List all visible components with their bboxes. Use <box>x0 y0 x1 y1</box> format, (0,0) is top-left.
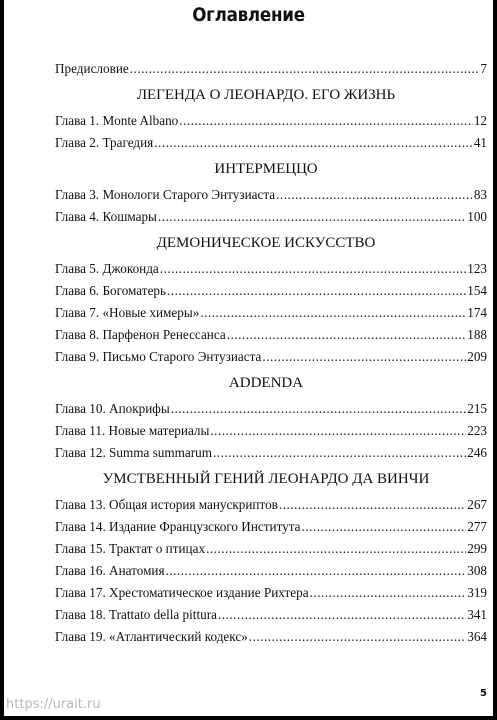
toc-entry[interactable] <box>55 420 487 442</box>
toc-entry-page: 12 <box>473 113 487 128</box>
toc-entry[interactable] <box>55 184 487 206</box>
toc-entry-label: Предисловие <box>55 61 129 76</box>
toc-entry-label: Глава 17. Хрестоматическое издание Рихтера <box>55 585 309 600</box>
table-of-contents <box>55 58 487 648</box>
leader-dots <box>158 206 466 228</box>
toc-entry-page: 364 <box>467 629 487 644</box>
toc-entry-page: 123 <box>467 261 487 276</box>
section-heading: ADDENDA <box>228 375 304 391</box>
toc-entry[interactable] <box>55 302 487 324</box>
leader-dots <box>276 184 473 206</box>
toc-entry[interactable] <box>55 516 487 538</box>
toc-entry-page: 308 <box>467 563 487 578</box>
leader-dots <box>302 516 467 538</box>
toc-entry[interactable] <box>55 110 487 132</box>
toc-entry[interactable] <box>55 442 487 464</box>
toc-entry[interactable] <box>55 346 487 368</box>
toc-entry[interactable] <box>55 132 487 154</box>
toc-entry-label: Глава 11. Новые материалы <box>55 423 210 438</box>
toc-entry-page: 209 <box>467 349 487 364</box>
toc-entry-label: Глава 15. Трактат о птицах <box>55 541 206 556</box>
leader-dots <box>154 132 473 154</box>
toc-entry[interactable] <box>55 538 487 560</box>
toc-entry-label: Глава 12. Summa summarum <box>55 445 212 460</box>
leader-dots <box>310 582 467 604</box>
leader-dots <box>200 302 466 324</box>
toc-entry-page: 277 <box>467 519 487 534</box>
toc-entry-page: 154 <box>467 283 487 298</box>
toc-entry-label: Глава 4. Кошмары <box>55 209 157 224</box>
toc-entry-label: Глава 16. Анатомия <box>55 563 165 578</box>
leader-dots <box>213 442 466 464</box>
section-heading: ИНТЕРМЕЦЦО <box>214 161 318 177</box>
toc-entry-page: 223 <box>467 423 487 438</box>
toc-entry-label: Глава 13. Общая история манускриптов <box>55 497 278 512</box>
toc-entry-page: 83 <box>473 187 487 202</box>
toc-entry-label: Глава 10. Апокрифы <box>55 401 170 416</box>
toc-entry-page: 341 <box>467 607 487 622</box>
toc-entry-label: Глава 18. Trattato della pittura <box>55 607 217 622</box>
leader-dots <box>218 604 466 626</box>
page-title: Оглавление <box>192 4 305 26</box>
watermark: https://urait.ru <box>6 697 101 712</box>
toc-entry[interactable] <box>55 582 487 604</box>
toc-entry-label: Глава 14. Издание Французского Института <box>55 519 301 534</box>
toc-entry-page: 188 <box>467 327 487 342</box>
leader-dots <box>227 324 466 346</box>
leader-dots <box>206 538 466 560</box>
toc-entry-label: Глава 2. Трагедия <box>55 135 154 150</box>
leader-dots <box>210 420 466 442</box>
section-heading: ЛЕГЕНДА О ЛЕОНАРДО. ЕГО ЖИЗНЬ <box>136 87 396 103</box>
toc-entry-page: 246 <box>467 445 487 460</box>
toc-entry-label: Глава 8. Парфенон Ренессанса <box>55 327 226 342</box>
leader-dots <box>167 280 466 302</box>
leader-dots <box>279 494 466 516</box>
toc-entry-page: 299 <box>467 541 487 556</box>
toc-sections <box>55 80 487 648</box>
toc-entry-label: Глава 1. Monte Albano <box>55 113 179 128</box>
toc-entry[interactable] <box>55 206 487 228</box>
toc-entry-page: 174 <box>467 305 487 320</box>
toc-entry[interactable] <box>55 494 487 516</box>
toc-entry[interactable] <box>55 398 487 420</box>
toc-entry-preface[interactable] <box>55 58 487 80</box>
toc-entry[interactable] <box>55 560 487 582</box>
toc-entry-label: Глава 7. «Новые химеры» <box>55 305 200 320</box>
leader-dots <box>179 110 473 132</box>
toc-entry-label: Глава 9. Письмо Старого Энтузиаста <box>55 349 262 364</box>
toc-entry[interactable] <box>55 258 487 280</box>
toc-entry-label: Глава 3. Монологи Старого Энтузиаста <box>55 187 276 202</box>
toc-entry-page: 7 <box>480 61 487 76</box>
leader-dots <box>171 398 467 420</box>
toc-entry[interactable] <box>55 604 487 626</box>
toc-entry-page: 215 <box>467 401 487 416</box>
toc-entry-label: Глава 5. Джоконда <box>55 261 159 276</box>
toc-entry-page: 100 <box>467 209 487 224</box>
section-heading: ДЕМОНИЧЕСКОЕ ИСКУССТВО <box>156 235 376 251</box>
toc-entry-label: Глава 6. Богоматерь <box>55 283 167 298</box>
toc-entry-page: 41 <box>473 135 487 150</box>
leader-dots <box>160 258 466 280</box>
section-heading: УМСТВЕННЫЙ ГЕНИЙ ЛЕОНАРДО ДА ВИНЧИ <box>102 471 430 487</box>
toc-entry-label: Глава 19. «Атлантический кодекс» <box>55 629 248 644</box>
toc-entry-page: 267 <box>467 497 487 512</box>
toc-entry-page: 319 <box>467 585 487 600</box>
leader-dots <box>249 626 466 648</box>
leader-dots <box>166 560 467 582</box>
toc-entry[interactable] <box>55 324 487 346</box>
toc-entry[interactable] <box>55 280 487 302</box>
leader-dots <box>262 346 466 368</box>
toc-entry[interactable] <box>55 626 487 648</box>
page-number: 5 <box>480 688 487 699</box>
leader-dots <box>130 58 480 80</box>
